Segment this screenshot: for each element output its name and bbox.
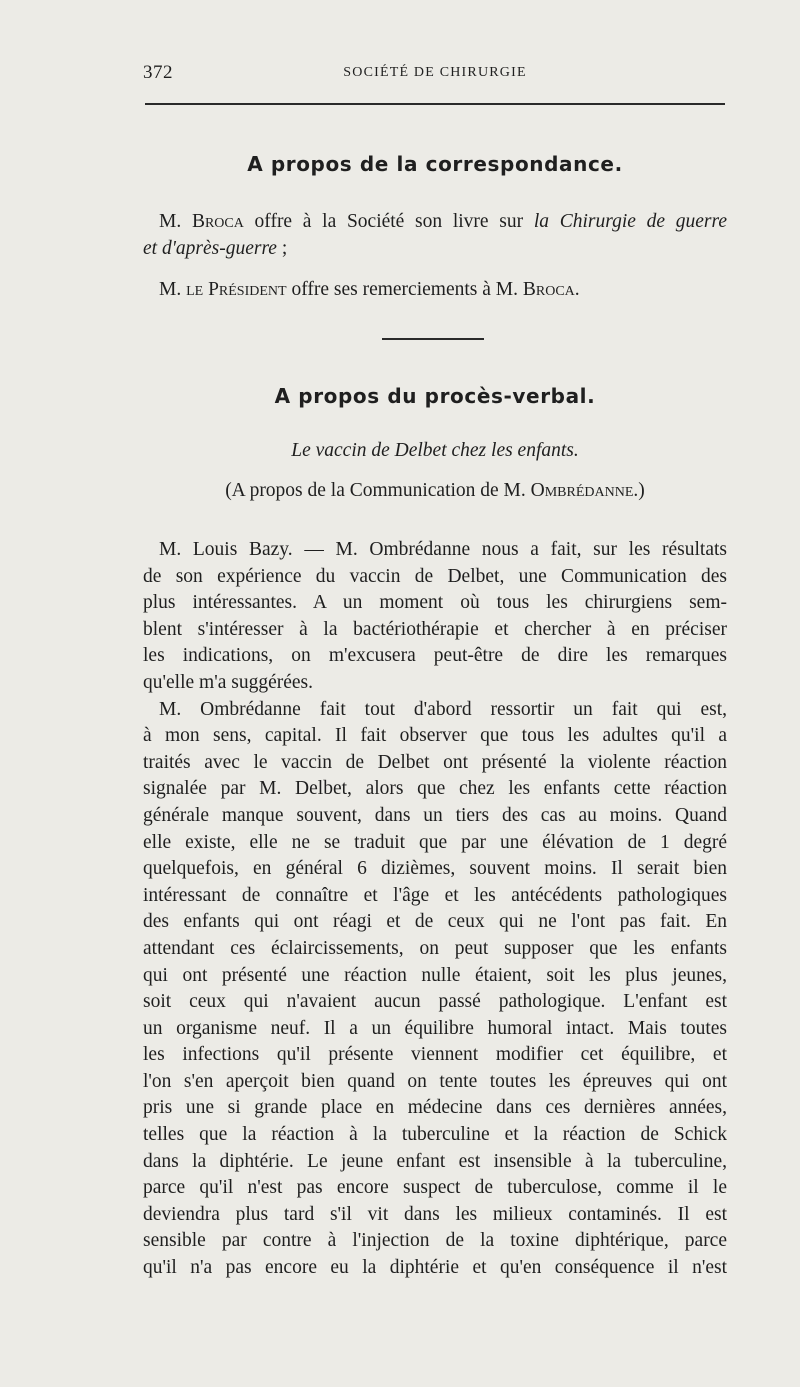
- body-line: qu'il n'a pas encore eu la diphtérie et qu'en conséquence il n'est: [143, 1257, 727, 1279]
- body-line: deviendra plus tard s'il vit dans les milieux contaminés. Il est: [143, 1203, 727, 1225]
- text-fragment: (A propos de la Communication de M.: [225, 480, 531, 501]
- body-line: telles que la réaction à la tuberculine et la réaction de Schick: [143, 1124, 727, 1146]
- text-fragment: ;: [276, 237, 288, 259]
- paragraph-broca-offer: [143, 209, 727, 262]
- running-title: SOCIÉTÉ DE CHIRURGIE: [343, 65, 527, 80]
- section-title-correspondance: A propos de la correspondance.: [247, 152, 623, 176]
- person-name: Broca: [522, 279, 575, 300]
- body-line: pris une si grande place en médecine dans ces dernières années,: [143, 1097, 727, 1119]
- header-rule: [145, 103, 725, 105]
- body-line: dans la diphtérie. Le jeune enfant est insensible à la tuberculine,: [143, 1150, 727, 1172]
- body-line: les indications, on m'excusera peut-être de dire les remarques: [143, 645, 727, 667]
- body-line: quelquefois, en général 6 dizièmes, souvent moins. Il serait bien: [143, 858, 727, 880]
- body-line: blent s'intéresser à la bactériothérapie et chercher à en préciser: [143, 618, 727, 640]
- body-line: traités avec le vaccin de Delbet ont présenté la violente réaction: [143, 751, 727, 773]
- body-line: parce qu'il n'est pas encore suspect de tuberculose, comme il le: [143, 1177, 727, 1199]
- body-line: attendant ces éclaircissements, on peut supposer que les enfants: [143, 937, 727, 959]
- text-fragment: .): [633, 480, 645, 501]
- text-fragment: offre à la Société son livre sur: [243, 211, 534, 232]
- section-divider: [382, 338, 484, 340]
- body-line: de son expérience du vaccin de Delbet, une Communication des: [143, 565, 727, 587]
- book-title: la Chirurgie de guerre: [533, 211, 728, 232]
- text-fragment: offre ses remerciements à M.: [286, 279, 523, 300]
- paragraph-line: [143, 236, 727, 263]
- body-line: plus intéressantes. A un moment où tous les chirurgiens sem-: [143, 592, 727, 614]
- book-title-continued: et d'après-guerre: [143, 237, 277, 259]
- text-fragment: M.: [159, 279, 187, 300]
- person-title: le Président: [186, 279, 287, 300]
- body-line: générale manque souvent, dans un tiers des cas au moins. Quand: [143, 804, 727, 826]
- person-name: Broca: [191, 211, 244, 232]
- person-name: Ombrédanne: [530, 480, 634, 501]
- paragraph-president-thanks: [143, 277, 727, 304]
- body-line: des enfants qui ont réagi et de ceux qui ne l'ont pas fait. En: [143, 911, 727, 933]
- article-reference: [143, 480, 727, 502]
- text-fragment: .: [574, 279, 580, 300]
- body-line: l'on s'en aperçoit bien quand on tente toutes les épreuves qui ont: [143, 1070, 727, 1092]
- section-title-proces-verbal: A propos du procès-verbal.: [274, 384, 596, 408]
- body-line: intéressant de connaître et l'âge et les antécédents pathologiques: [143, 884, 727, 906]
- body-line: qui ont présenté une réaction nulle étaient, soit les plus jeunes,: [143, 964, 727, 986]
- body-line: à mon sens, capital. Il fait observer que tous les adultes qu'il a: [143, 725, 727, 747]
- body-line: sensible par contre à l'injection de la toxine diphtérique, parce: [143, 1230, 727, 1252]
- body-line: elle existe, elle ne se traduit que par une élévation de 1 degré: [143, 831, 727, 853]
- body-line: un organisme neuf. Il a un équilibre humoral intact. Mais toutes: [143, 1017, 727, 1039]
- text-fragment: M.: [159, 211, 192, 232]
- paragraph-line: [143, 277, 727, 304]
- body-line: qu'elle m'a suggérées.: [143, 671, 314, 693]
- body-line: signalée par M. Delbet, alors que chez les enfants cette réaction: [143, 778, 727, 800]
- body-line: les infections qu'il présente viennent modifier cet équilibre, et: [143, 1044, 727, 1066]
- paragraph-line: [143, 209, 727, 236]
- body-line: soit ceux qui n'avaient aucun passé pathologique. L'enfant est: [143, 991, 727, 1013]
- body-line: M. Ombrédanne fait tout d'abord ressortir un fait qui est,: [159, 698, 727, 720]
- body-line: M. Louis Bazy. — M. Ombrédanne nous a fait, sur les résultats: [159, 539, 727, 560]
- page-header: [143, 62, 727, 88]
- page-number: 372: [143, 62, 173, 83]
- body-text: [143, 537, 727, 1282]
- article-subtitle: Le vaccin de Delbet chez les enfants.: [291, 440, 579, 461]
